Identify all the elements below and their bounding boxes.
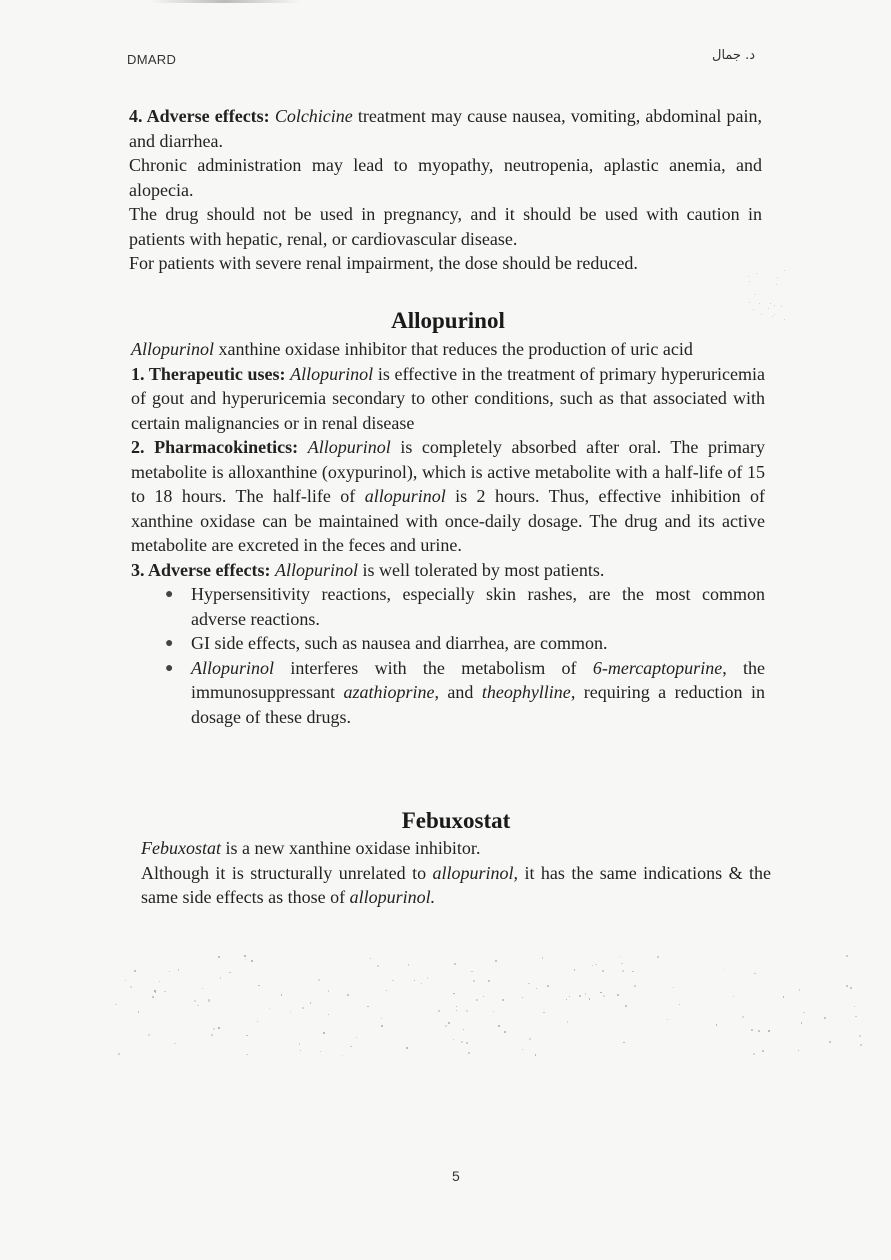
scan-speck <box>850 987 852 989</box>
scan-speck <box>860 1044 861 1045</box>
febuxostat-heading: Febuxostat <box>401 808 511 833</box>
scan-speck <box>213 1028 215 1030</box>
scan-speck <box>774 305 775 306</box>
scan-speck <box>783 996 784 997</box>
scan-speck <box>733 996 734 997</box>
scan-speck <box>194 1000 196 1002</box>
febuxostat-paragraph <box>141 861 771 910</box>
scan-speck <box>174 1043 175 1044</box>
adverse-effects-paragraph <box>131 558 765 583</box>
scan-speck <box>600 992 601 993</box>
scan-speck <box>320 1051 321 1052</box>
renal-paragraph: For patients with severe renal impairment, the dose should be reduced. <box>129 253 638 273</box>
scan-speck <box>657 956 658 957</box>
scan-speck <box>621 963 623 965</box>
drug-name: allopurinol, <box>432 862 519 883</box>
scan-speck <box>118 1053 120 1055</box>
scan-speck <box>456 1010 457 1011</box>
scan-speck <box>495 960 496 961</box>
paragraph-text: treatment may cause nausea, vomiting, abdominal pain, and diarrhea. <box>129 106 762 151</box>
page-number: 5 <box>452 1168 460 1184</box>
scan-speck <box>318 979 320 981</box>
scan-speck <box>302 1007 304 1009</box>
drug-name: Allopurinol <box>191 657 275 678</box>
allopurinol-heading: Allopurinol <box>391 308 505 333</box>
scan-speck <box>617 994 619 996</box>
scan-speck <box>251 960 253 962</box>
scan-speck <box>148 1034 150 1036</box>
scan-speck <box>547 985 549 987</box>
scan-speck <box>632 971 634 973</box>
scan-speck <box>328 990 329 991</box>
scan-speck <box>456 1006 457 1007</box>
pregnancy-paragraph: The drug should not be used in pregnancy, and it should be used with caution in patients with hepatic, renal, or cardiovascular disease. <box>129 204 762 249</box>
scan-speck <box>367 1006 368 1007</box>
scan-speck <box>762 1050 763 1051</box>
scan-speck <box>461 1041 463 1043</box>
paragraph-text: is completely absorbed after oral. The primary metabolite is alloxanthine (oxypurinol), which is active metabolite with a half-life of 15 to 18 hours. The half-life of <box>131 437 766 506</box>
scan-speck <box>202 988 203 989</box>
scan-speck <box>579 995 581 997</box>
scan-speck <box>754 973 755 974</box>
scan-speck <box>445 1025 447 1027</box>
scan-speck <box>774 314 775 315</box>
scan-speck <box>244 955 246 957</box>
adverse-effects-list <box>131 582 765 729</box>
scan-speck <box>493 1011 494 1012</box>
drug-name: 6-mercaptopurine <box>592 657 723 678</box>
scan-speck <box>803 1012 804 1013</box>
scan-speck <box>756 273 757 274</box>
scan-speck <box>466 1010 468 1012</box>
scan-speck <box>218 956 220 958</box>
scan-speck <box>502 999 504 1001</box>
scan-speck <box>299 1043 301 1045</box>
scan-speck <box>498 1025 500 1027</box>
scan-speck <box>208 999 210 1001</box>
drug-name: Allopurinol <box>131 339 215 359</box>
scan-speck <box>386 990 387 991</box>
scan-speck <box>406 1047 408 1049</box>
scan-speck <box>257 1021 258 1022</box>
drug-name: Febuxostat <box>141 838 221 858</box>
scan-smudge <box>150 0 300 3</box>
drug-name: Allopurinol <box>274 559 358 580</box>
scan-speck <box>673 987 674 988</box>
scan-speck <box>473 980 475 982</box>
drug-name: Colchicine <box>274 106 353 126</box>
adverse-effects-label: 4. Adverse effects: <box>129 106 270 126</box>
scan-speck <box>468 1052 470 1054</box>
scan-speck <box>229 972 230 973</box>
scan-speck <box>798 1050 799 1051</box>
scan-speck <box>125 980 126 981</box>
scan-speck <box>585 993 586 994</box>
scan-speck <box>522 997 523 998</box>
scan-speck <box>453 993 455 995</box>
scan-speck <box>463 1029 464 1030</box>
scan-speck <box>155 992 157 994</box>
paragraph-text: is effective in the treatment of primary hyperuricemia of gout and hyperuricemia secondary to other conditions, such as that associated with certain malignancies or in renal disease <box>131 363 766 433</box>
scan-speck <box>859 1035 861 1037</box>
drug-name: allopurinol <box>364 486 446 506</box>
scan-speck <box>801 1022 802 1023</box>
scan-speck <box>751 1029 753 1031</box>
scan-speck <box>749 302 750 303</box>
scan-speck <box>323 1032 325 1034</box>
scan-speck <box>350 1046 352 1048</box>
scan-speck <box>567 1021 569 1023</box>
scan-speck <box>784 270 785 271</box>
paragraph-text: it has the same indications & the same side effects as those of <box>141 862 771 907</box>
scan-speck <box>781 306 782 307</box>
scan-speck <box>619 956 620 957</box>
scan-speck <box>218 1027 220 1029</box>
scan-speck <box>854 1006 855 1007</box>
scan-speck <box>569 996 570 997</box>
scan-speck <box>408 964 410 966</box>
scan-speck <box>154 990 155 991</box>
scan-speck <box>164 991 165 992</box>
scan-speck <box>281 994 283 996</box>
scan-speck <box>625 1005 627 1007</box>
scan-speck <box>488 980 489 981</box>
scan-speck <box>178 969 179 970</box>
scan-speck <box>759 303 760 304</box>
scan-speck <box>115 1004 117 1006</box>
scan-speck <box>421 983 422 984</box>
scan-speck <box>483 996 484 997</box>
scan-speck <box>522 1049 523 1050</box>
colchicine-adverse-section <box>129 104 762 276</box>
scan-speck <box>566 999 567 1000</box>
scan-speck <box>220 977 222 979</box>
scan-speck <box>770 303 771 304</box>
scan-speck <box>269 1008 270 1009</box>
scan-speck <box>748 276 749 277</box>
scan-speck <box>758 1030 760 1032</box>
scan-speck <box>197 1005 199 1007</box>
bullet-icon: ● <box>165 660 174 676</box>
scan-speck <box>667 1019 668 1020</box>
list-item <box>165 656 765 730</box>
paragraph-text: xanthine oxidase inhibitor that reduces the production of uric acid <box>214 339 693 359</box>
scan-speck <box>310 1002 311 1003</box>
scan-speck <box>134 970 136 972</box>
paragraph-text: is well tolerated by most patients. <box>357 559 605 580</box>
scan-speck <box>246 1054 248 1056</box>
scan-speck <box>574 969 576 971</box>
scan-speck <box>453 1039 455 1041</box>
scan-speck <box>466 1042 468 1044</box>
scan-speck <box>824 1017 826 1019</box>
scan-speck <box>356 1037 358 1039</box>
header-author: د. جمال <box>712 48 756 63</box>
header-course-title: DMARD <box>127 52 177 67</box>
scan-speck <box>716 1024 717 1025</box>
scan-speck <box>246 1035 248 1037</box>
chronic-paragraph: Chronic administration may lead to myopathy, neutropenia, aplastic anemia, and alopecia. <box>129 155 762 200</box>
pharmacokinetics-label: 2. Pharmacokinetics: <box>131 437 299 457</box>
scan-speck <box>454 963 456 965</box>
scan-speck <box>602 970 604 972</box>
scan-speck <box>448 1022 450 1024</box>
list-item <box>165 631 765 656</box>
scan-speck <box>749 281 750 282</box>
bullet-icon: ● <box>165 636 174 651</box>
paragraph-text: is a new xanthine oxidase inhibitor. <box>220 838 481 858</box>
bullet-icon: ● <box>165 587 174 602</box>
scan-speck <box>504 1031 506 1033</box>
scan-speck <box>623 1042 624 1043</box>
scan-speck <box>603 995 605 997</box>
scan-speck <box>543 1012 544 1013</box>
scan-speck <box>592 965 593 966</box>
scan-speck <box>290 1012 292 1014</box>
adverse-effects-paragraph <box>129 104 762 153</box>
scan-speck <box>438 1010 440 1012</box>
scan-speck <box>328 1014 329 1015</box>
scan-speck <box>768 308 769 309</box>
febuxostat-intro <box>141 836 771 861</box>
scan-speck <box>622 970 624 972</box>
allopurinol-section <box>131 337 765 729</box>
scan-speck <box>724 969 725 970</box>
scan-speck <box>595 964 596 965</box>
scan-speck <box>300 1050 301 1051</box>
scan-speck <box>138 1011 140 1013</box>
drug-name: theophylline <box>481 682 571 702</box>
scan-speck <box>589 998 591 1000</box>
scan-speck <box>535 1054 537 1056</box>
scan-speck <box>529 1038 531 1040</box>
scan-speck <box>342 1055 343 1056</box>
scan-speck <box>381 1018 382 1019</box>
drug-name: Allopurinol <box>307 437 391 457</box>
scan-speck <box>414 980 415 981</box>
scan-speck <box>829 1041 831 1043</box>
scan-speck <box>528 983 529 984</box>
scan-speck <box>381 1025 383 1027</box>
scan-speck <box>634 985 636 987</box>
therapeutic-uses-label: 1. Therapeutic uses: <box>131 363 286 384</box>
scan-speck <box>258 985 259 986</box>
list-item-text: interferes with the metabolism of <box>274 657 593 678</box>
scan-speck <box>471 971 473 973</box>
scan-speck <box>742 1016 744 1018</box>
list-item-text: GI side effects, such as nausea and diarrhea, are common. <box>191 633 608 653</box>
scan-speck <box>427 977 428 978</box>
scan-speck <box>169 971 170 972</box>
scan-speck <box>159 981 161 983</box>
scan-speck <box>347 994 349 996</box>
paragraph-text: is 2 hours. Thus, effective inhibition of xanthine oxidase can be maintained with once-daily dosage. The drug and its active metabolite are excreted in the feces and urine. <box>131 486 765 555</box>
drug-name: azathioprine <box>343 682 435 702</box>
scan-speck <box>542 957 543 958</box>
scan-speck <box>211 1034 213 1036</box>
scan-speck <box>536 988 537 989</box>
allopurinol-intro <box>131 337 765 362</box>
scan-speck <box>245 959 246 960</box>
list-item <box>165 582 765 631</box>
paragraph-text: Although it is structurally unrelated to <box>141 862 433 883</box>
scan-speck <box>476 999 477 1000</box>
scan-speck <box>776 284 777 285</box>
adverse-effects-label: 3. Adverse effects: <box>131 559 271 580</box>
scan-speck <box>392 980 393 981</box>
scan-speck <box>846 955 847 956</box>
scan-speck <box>846 985 848 987</box>
scan-speck <box>152 996 154 998</box>
list-item-text: , the immunosuppressant <box>191 657 765 702</box>
febuxostat-section <box>141 836 771 910</box>
scan-speck <box>777 277 778 278</box>
list-item-text: Hypersensitivity reactions, especially skin rashes, are the most common adverse reactions. <box>191 584 765 629</box>
scan-speck <box>370 958 371 959</box>
scan-speck <box>855 1016 856 1017</box>
scan-speck <box>784 319 785 320</box>
scan-speck <box>679 1004 680 1005</box>
scan-speck <box>755 294 756 295</box>
scan-speck <box>799 989 800 990</box>
scan-speck <box>130 986 132 988</box>
scan-speck <box>768 1030 770 1032</box>
scan-speck <box>377 965 379 967</box>
pharmacokinetics-paragraph <box>131 435 765 558</box>
list-item-text: , and <box>434 682 482 702</box>
therapeutic-uses-paragraph <box>131 362 765 436</box>
drug-name: Allopurinol <box>290 363 374 384</box>
scan-speck <box>761 314 762 315</box>
scan-speck <box>772 316 773 317</box>
drug-name: allopurinol. <box>349 887 436 907</box>
scan-speck <box>753 1053 755 1055</box>
list-item-text: , requiring a reduction in dosage of these drugs. <box>191 682 765 727</box>
